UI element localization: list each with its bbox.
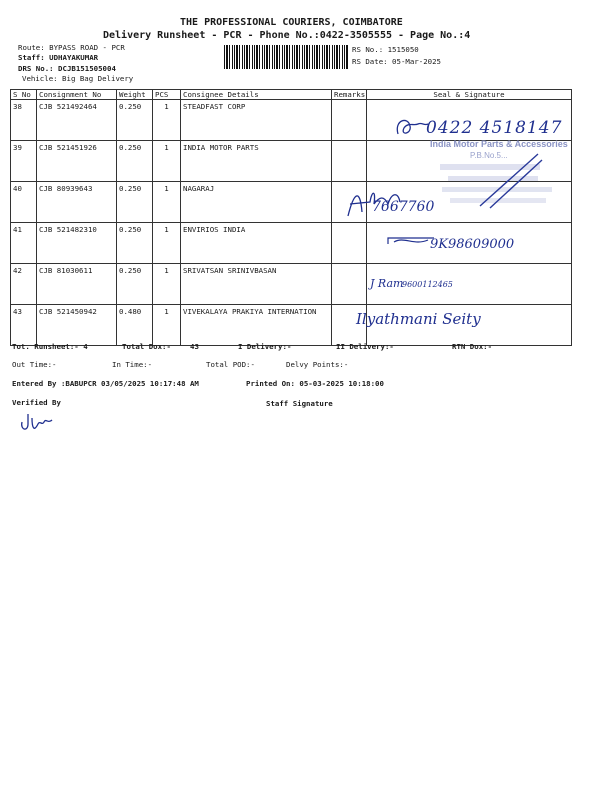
cell-consignee: STEADFAST CORP: [181, 100, 332, 141]
cell-consignee: INDIA MOTOR PARTS: [181, 141, 332, 182]
staff-label: Staff: UDHAYAKUMAR: [18, 53, 99, 62]
total-runsheet: Tot. Runsheet:- 4: [12, 342, 88, 351]
signature-row42-name: J Ram: [370, 277, 404, 290]
drs-number: DRS No.: DCJB151505004: [18, 64, 116, 73]
vehicle-label: Vehicle: Big Bag Delivery: [22, 74, 134, 83]
cell-pcs: 1: [153, 264, 181, 305]
cell-sno: 41: [11, 223, 37, 264]
cell-sno: 39: [11, 141, 37, 182]
cell-consignment: CJB 521482310: [37, 223, 117, 264]
cell-consignment: CJB 521450942: [37, 305, 117, 346]
signature-row43-name: Ilyathmani Seity: [356, 310, 481, 328]
table-row: [11, 264, 572, 305]
cell-pcs: 1: [153, 100, 181, 141]
signature-row41-phone: 9K98609000: [430, 237, 515, 252]
cell-pcs: 1: [153, 305, 181, 346]
cell-consignment: CJB 521451926: [37, 141, 117, 182]
cell-consignee: ENVIRIOS INDIA: [181, 223, 332, 264]
rs-date: RS Date: 05-Mar-2025: [352, 57, 441, 66]
cell-consignee: VIVEKALAYA PRAKIYA INTERNATION: [181, 305, 332, 346]
cell-consignment: CJB 81030611: [37, 264, 117, 305]
stamp-row39-line1: India Motor Parts & Accessories: [430, 139, 568, 149]
col-header-remarks: Remarks: [332, 90, 367, 100]
verified-by-signature: [18, 410, 58, 436]
barcode-image: [224, 45, 348, 69]
cell-consignment: CJB 80939643: [37, 182, 117, 223]
cell-remarks: [332, 141, 367, 182]
rtn-dox: RTN Dox:-: [452, 342, 493, 351]
cell-weight: 0.250: [117, 223, 153, 264]
route-label: Route: BYPASS ROAD - PCR: [18, 43, 125, 52]
ii-delivery: II Delivery:-: [336, 342, 394, 351]
printed-on: Printed On: 05-03-2025 10:18:00: [246, 379, 384, 388]
cell-weight: 0.250: [117, 100, 153, 141]
cell-sno: 43: [11, 305, 37, 346]
cell-weight: 0.250: [117, 264, 153, 305]
col-header-consignee: Consignee Details: [181, 90, 332, 100]
cell-remarks: [332, 100, 367, 141]
company-title: THE PROFESSIONAL COURIERS, COIMBATORE: [180, 17, 403, 28]
i-delivery: I Delivery:-: [238, 342, 292, 351]
total-dox-value: 43: [190, 342, 199, 351]
cell-sno: 42: [11, 264, 37, 305]
stamp-row39-line2: P.B.No.5...: [470, 151, 508, 160]
total-pod: Total POD:-: [206, 360, 255, 369]
cell-consignment: CJB 521492464: [37, 100, 117, 141]
cell-remarks: [332, 223, 367, 264]
signature-row38-phone: 0422 4518147: [426, 118, 563, 138]
rs-number: RS No.: 1515050: [352, 45, 419, 54]
verified-by-label: Verified By: [12, 398, 61, 407]
cell-consignee: NAGARAJ: [181, 182, 332, 223]
cell-remarks: [332, 264, 367, 305]
signature-row40-phone: 7667760: [372, 199, 435, 215]
in-time: In Time:-: [112, 360, 153, 369]
stamp-smudge-row39: [420, 150, 580, 220]
cell-pcs: 1: [153, 182, 181, 223]
col-header-seal-signature: Seal & Signature: [367, 90, 572, 100]
total-dox-label: Total Dox:-: [122, 342, 171, 351]
entered-by: Entered By :BABUPCR 03/05/2025 10:17:48 AM: [12, 379, 199, 388]
col-header-pcs: PCS: [153, 90, 181, 100]
col-header-weight: Weight: [117, 90, 153, 100]
delvy-points: Delvy Points:-: [286, 360, 349, 369]
cell-sno: 38: [11, 100, 37, 141]
cell-weight: 0.250: [117, 141, 153, 182]
cell-sno: 40: [11, 182, 37, 223]
staff-signature-label: Staff Signature: [266, 399, 333, 408]
out-time: Out Time:-: [12, 360, 57, 369]
cell-weight: 0.480: [117, 305, 153, 346]
signature-row42-phone: 9600112465: [402, 280, 453, 289]
table-row: [11, 305, 572, 346]
cell-weight: 0.250: [117, 182, 153, 223]
col-header-sno: S No: [11, 90, 37, 100]
runsheet-subtitle: Delivery Runsheet - PCR - Phone No.:0422-3505555 - Page No.:4: [103, 30, 471, 41]
cell-pcs: 1: [153, 141, 181, 182]
cell-pcs: 1: [153, 223, 181, 264]
table-header-row: [11, 90, 572, 100]
cell-consignee: SRIVATSAN SRINIVBASAN: [181, 264, 332, 305]
col-header-consignment: Consignment No: [37, 90, 117, 100]
